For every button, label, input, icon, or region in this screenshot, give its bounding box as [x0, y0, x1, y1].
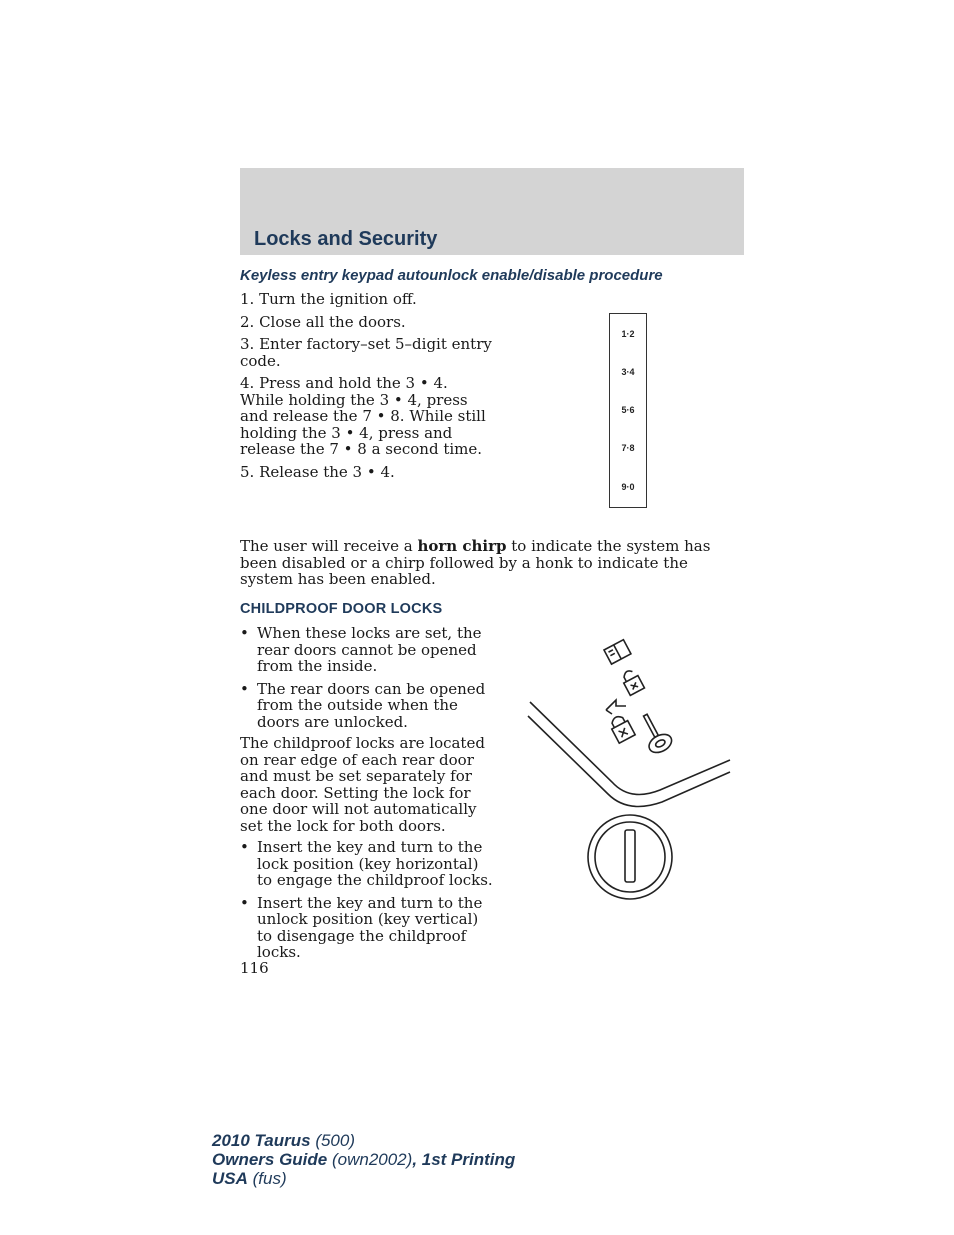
procedure-step: 4. Press and hold the 3 • 4. While holding the 3 • 4, press and release the 7 • 8. While still holding the 3 • 4, press and release the 7 • 8 a second time. [240, 374, 486, 458]
list-item-text: Insert the key and turn to the lock position (key horizontal) to engage the childproof locks. [257, 838, 493, 889]
horn-chirp-term: horn chirp [417, 537, 507, 555]
list-item [240, 681, 496, 731]
keypad-illustration [609, 313, 647, 508]
footer-model: 2010 Taurus [212, 1131, 311, 1150]
footer-line [212, 1169, 515, 1188]
keypad-key: 5·6 [621, 405, 635, 415]
keyless-procedure-heading: Keyless entry keypad autounlock enable/disable procedure [240, 267, 663, 284]
footer-line [212, 1131, 515, 1150]
footer-region-code: (fus) [247, 1169, 287, 1188]
childproof-bullets-bottom [240, 839, 496, 967]
childproof-bullets-top [240, 625, 496, 736]
horn-chirp-paragraph [240, 538, 740, 588]
childproof-lock-illustration [520, 632, 746, 910]
procedure-steps [240, 291, 496, 486]
childproof-heading: CHILDPROOF DOOR LOCKS [240, 601, 443, 617]
lock-padlock-icon [608, 713, 635, 743]
section-title: Locks and Security [254, 228, 438, 250]
horn-text-before: The user will receive a [240, 537, 418, 555]
list-item-text: The rear doors can be opened from the outside when the doors are unlocked. [257, 679, 486, 731]
bullet-marker: • [240, 893, 249, 912]
document-footer [212, 1131, 515, 1188]
procedure-step: 3. Enter factory–set 5–digit entry code. [240, 335, 492, 370]
bullet-marker: • [240, 838, 249, 856]
childproof-paragraph: The childproof locks are located on rear edge of each rear door and must be set separately for each door. Setting the lock for one door will not automatically set the lock for both doors. [240, 734, 485, 835]
arrow-icon [606, 700, 626, 714]
footer-line [212, 1150, 515, 1169]
procedure-step: 2. Close all the doors. [240, 312, 406, 331]
key-icon [635, 710, 675, 757]
procedure-step: 1. Turn the ignition off. [240, 290, 417, 308]
keypad-key: 9·0 [621, 482, 635, 492]
list-item [240, 839, 496, 889]
list-item-text: When these locks are set, the rear doors cannot be opened from the inside. [257, 624, 482, 675]
footer-model-code: (500) [310, 1131, 356, 1150]
section-header-band [240, 168, 744, 255]
bullet-marker: • [240, 624, 249, 642]
unlock-padlock-icon [620, 668, 645, 696]
keypad-key: 7·8 [621, 443, 635, 453]
list-item [240, 895, 496, 961]
footer-printing: , 1st Printing [412, 1150, 516, 1169]
footer-guide-code: (own2002) [327, 1150, 413, 1169]
bullet-marker: • [240, 679, 249, 698]
keypad-key: 1·2 [621, 329, 635, 339]
horn-text-after: to indicate the system has been disabled or a chirp followed by a honk to indicate the system has been enabled. [240, 537, 711, 588]
procedure-step: 5. Release the 3 • 4. [240, 462, 395, 481]
list-item-text: Insert the key and turn to the unlock position (key vertical) to disengage the childproof locks. [257, 893, 483, 961]
list-item [240, 625, 496, 675]
lock-cylinder-icon [588, 815, 672, 899]
page-number: 116 [240, 959, 269, 977]
footer-region: USA [212, 1169, 248, 1188]
manual-book-icon [604, 640, 631, 664]
keypad-key: 3·4 [621, 367, 635, 377]
footer-guide: Owners Guide [212, 1150, 328, 1169]
